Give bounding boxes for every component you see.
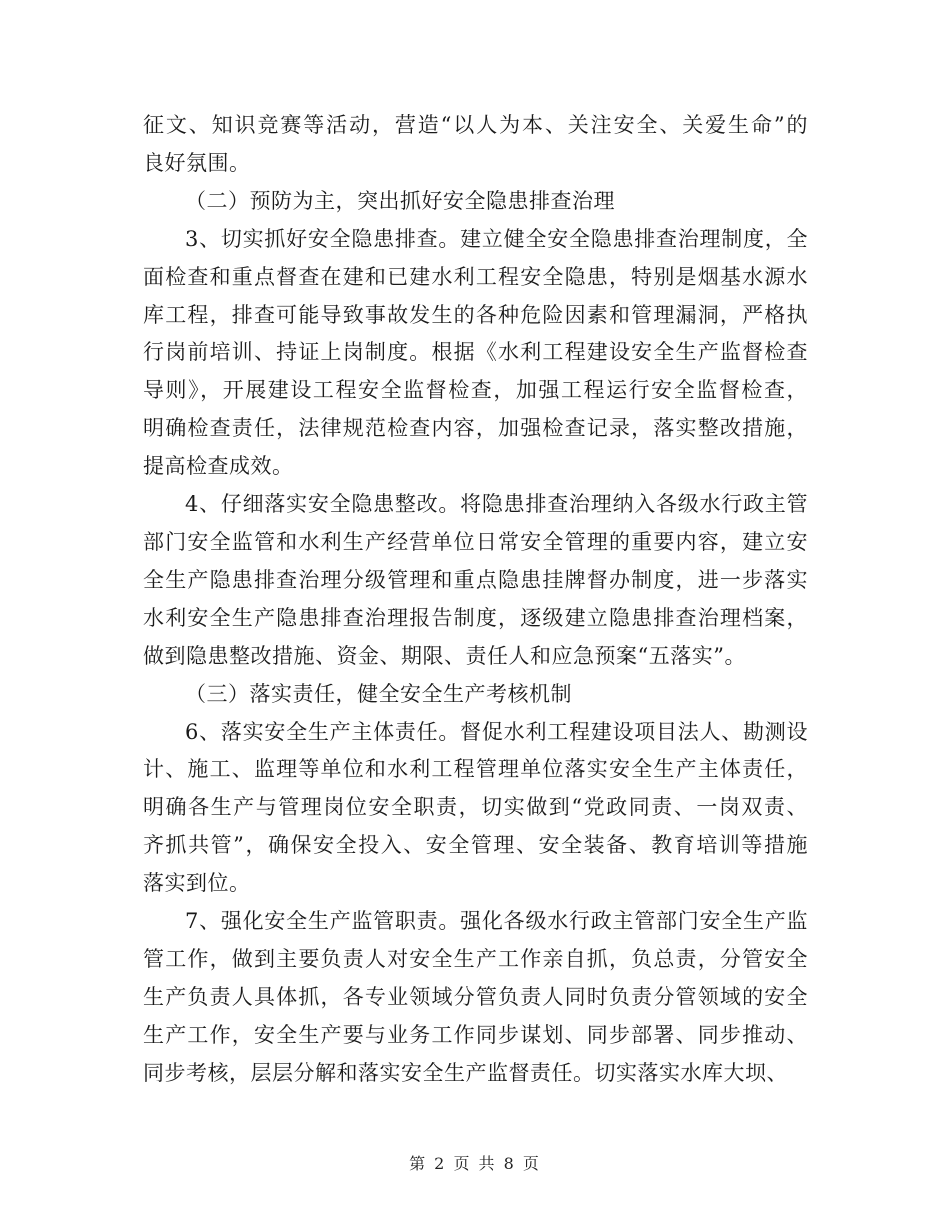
text-line: 水利安全生产隐患排查治理报告制度，逐级建立隐患排查治理档案， — [143, 605, 808, 630]
text-line: 导则》，开展建设工程安全监督检查，加强工程运行安全监督检查， — [143, 378, 808, 403]
text-line: 良好氛围。 — [143, 150, 251, 175]
text-line: 7、强化安全生产监管职责。强化各级水行政主管部门安全生产监 — [185, 909, 808, 934]
text-line: 行岗前培训、持证上岗制度。根据《水利工程建设安全生产监督检查 — [143, 340, 808, 365]
text-line: 明确检查责任，法律规范检查内容，加强检查记录，落实整改措施， — [143, 416, 808, 441]
section-heading — [143, 676, 808, 714]
text-line: （二）预防为主，突出抓好安全隐患排查治理 — [185, 188, 615, 213]
body-paragraph — [143, 107, 808, 183]
body-paragraph — [143, 486, 808, 676]
section-heading — [143, 183, 808, 221]
text-line: 全生产隐患排查治理分级管理和重点隐患挂牌督办制度，进一步落实 — [143, 567, 808, 592]
text-line: 征文、知识竞赛等活动，营造“以人为本、关注安全、关爱生命”的 — [143, 113, 808, 137]
text-line: 落实到位。 — [143, 871, 251, 896]
text-line: 6、落实安全生产主体责任。督促水利工程建设项目法人、勘测设 — [185, 719, 808, 744]
document-body — [143, 107, 808, 1093]
text-line: 提高检查成效。 — [143, 454, 294, 479]
text-line: 生产负责人具体抓，各专业领域分管负责人同时负责分管领域的安全 — [143, 984, 808, 1009]
text-line: 部门安全监管和水利生产经营单位日常安全管理的重要内容，建立安 — [143, 529, 808, 554]
text-line: 明确各生产与管理岗位安全职责，切实做到“党政同责、一岗双责、 — [143, 795, 808, 820]
text-line: 4、仔细落实安全隐患整改。将隐患排查治理纳入各级水行政主管 — [185, 492, 808, 517]
text-line: 3、切实抓好安全隐患排查。建立健全安全隐患排查治理制度，全 — [185, 226, 808, 251]
text-line: 齐抓共管”，确保安全投入、安全管理、安全装备、教育培训等措施 — [143, 833, 808, 858]
text-line: 库工程，排查可能导致事故发生的各种危险因素和管理漏洞，严格执 — [143, 302, 808, 327]
text-line: 面检查和重点督查在建和已建水利工程安全隐患，特别是烟基水源水 — [143, 264, 808, 289]
body-paragraph — [143, 714, 808, 904]
body-paragraph — [143, 903, 808, 1093]
text-line: 同步考核，层层分解和落实安全生产监督责任。切实落实水库大坝、 — [143, 1060, 788, 1085]
text-line: 计、施工、监理等单位和水利工程管理单位落实安全生产主体责任， — [143, 757, 808, 782]
page-number-footer: 第 2 页 共 8 页 — [409, 1154, 541, 1173]
text-line: （三）落实责任，健全安全生产考核机制 — [185, 681, 572, 706]
body-paragraph — [143, 221, 808, 486]
text-line: 生产工作，安全生产要与业务工作同步谋划、同步部署、同步推动、 — [143, 1022, 808, 1047]
text-line: 做到隐患整改措施、资金、期限、责任人和应急预案“五落实”。 — [143, 643, 746, 668]
text-line: 管工作，做到主要负责人对安全生产工作亲自抓，负总责，分管安全 — [143, 946, 808, 971]
